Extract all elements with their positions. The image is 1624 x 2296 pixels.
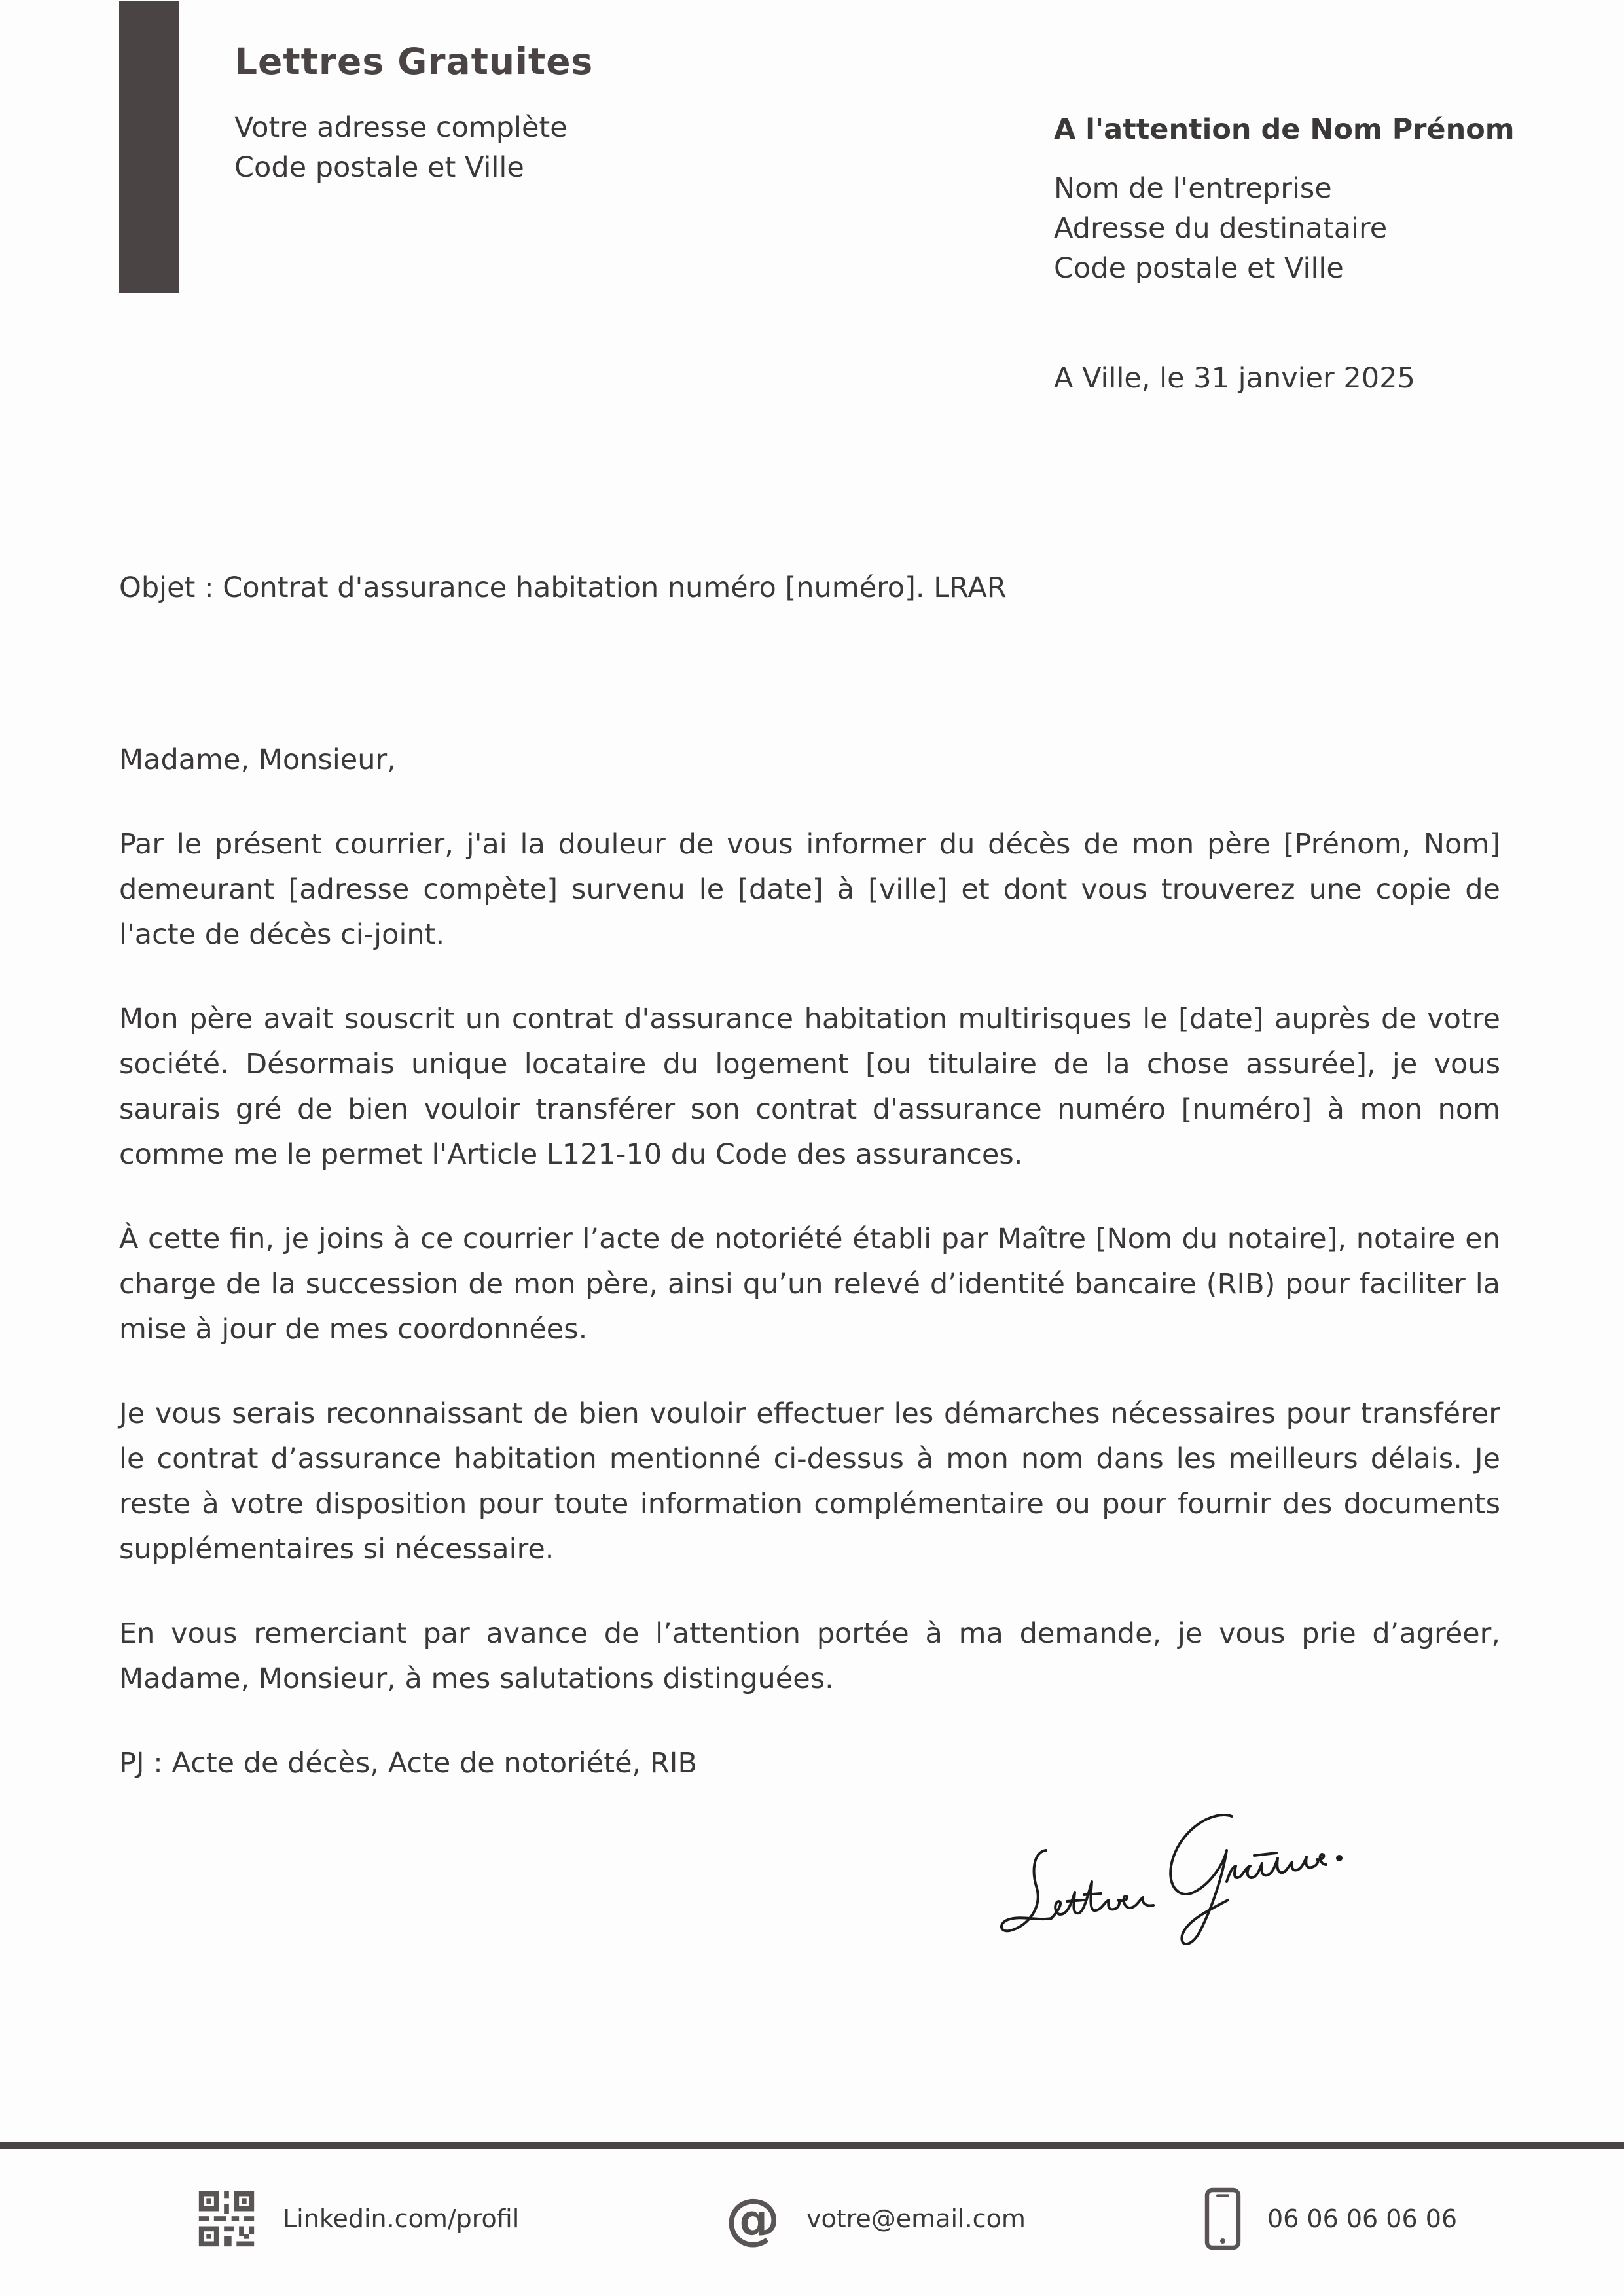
smartphone-icon [1204,2187,1241,2250]
qr-code-icon [196,2189,257,2249]
recipient-city: Code postale et Ville [1054,252,1344,285]
recipient-street: Adresse du destinataire [1054,212,1388,245]
phone-number[interactable]: 06 06 06 06 06 [1267,2204,1458,2233]
footer-email[interactable] [725,2186,1026,2251]
recipient-address [1054,169,1387,289]
letter-subject: Objet : Contrat d'assurance habitation numéro [numéro]. LRAR [119,571,1007,604]
sender-name: Lettres Gratuites [234,41,594,82]
at-sign-icon: @ [725,2187,780,2251]
body-paragraph: En vous remerciant par avance de l’attention portée à ma demande, je vous prie d’agréer, Madame, Monsieur, à mes salutations distinguées. [119,1617,1500,1695]
letter-body [119,738,1500,1786]
body-paragraph: Je vous serais reconnaissant de bien vouloir effectuer les démarches nécessaires pour transférer le contrat d’assurance habitation mentionné ci-dessus à mon nom dans les meilleurs délais. Je reste à votre disposition pour toute information complémentaire ou pour fournir des documents supplémentaires si nécessaire. [119,1397,1500,1566]
attachments-line: PJ : Acte de décès, Acte de notoriété, RIB [119,1747,697,1780]
footer-divider [0,2142,1624,2149]
footer-phone[interactable] [1204,2186,1457,2251]
body-paragraph: Par le présent courrier, j'ai la douleur de vous informer du décès de mon père [Prénom, Nom] demeurant [adresse compète] survenu le [date] à [ville] et dont vous trouverez une copie de l'acte de décès ci-joint. [119,828,1500,951]
header-accent-bar [119,1,179,293]
body-paragraph: Mon père avait souscrit un contrat d'assurance habitation multirisques le [date] auprès de votre société. Désormais unique locataire du logement [ou titulaire de la chose assurée], je vous saurais gré de bien vouloir transférer son contrat d'assurance numéro [numéro] à mon nom comme me le permet l'Article L121-10 du Code des assurances. [119,1003,1500,1171]
salutation: Madame, Monsieur, [119,744,396,776]
linkedin-link[interactable]: Linkedin.com/profil [283,2204,520,2233]
sender-address-line: Votre adresse complète [234,111,568,144]
footer-linkedin[interactable] [196,2186,519,2251]
email-link[interactable]: votre@email.com [806,2204,1026,2233]
handwritten-signature [969,1790,1362,1954]
body-paragraph: À cette fin, je joins à ce courrier l’acte de notoriété établi par Maître [Nom du notaire], notaire en charge de la succession de mon père, ainsi qu’un relevé d’identité bancaire (RIB) pour faciliter la mise à jour de mes coordonnées. [119,1223,1500,1346]
recipient-company: Nom de l'entreprise [1054,172,1332,205]
sender-city-line: Code postale et Ville [234,151,524,184]
date-line: A Ville, le 31 janvier 2025 [1054,362,1415,395]
recipient-attention: A l'attention de Nom Prénom [1054,113,1515,146]
sender-address [234,108,568,188]
